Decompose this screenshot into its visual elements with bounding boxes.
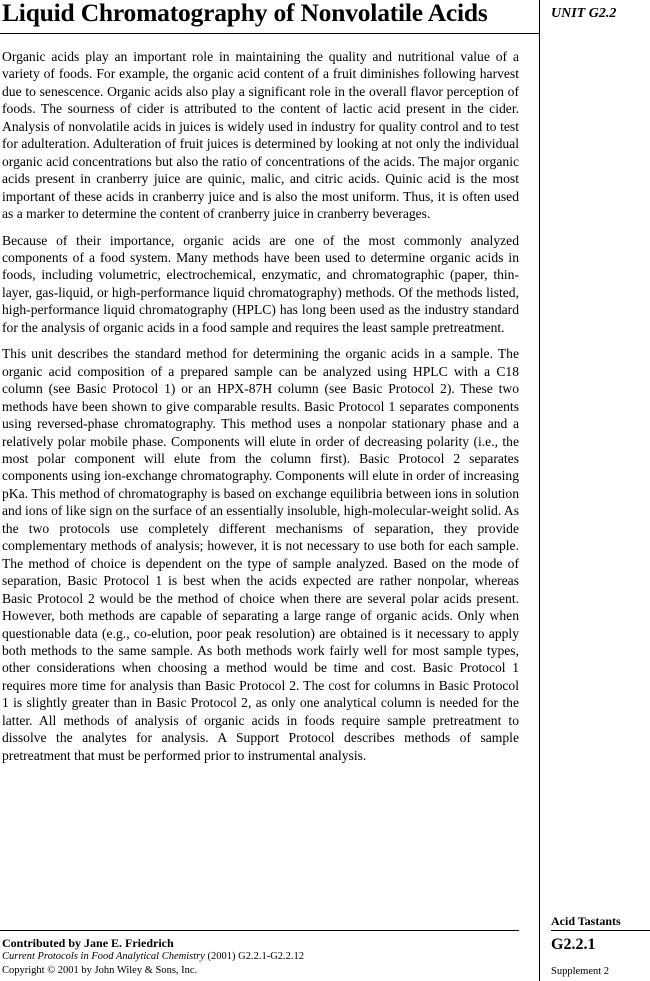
page-number: G2.2.1	[551, 936, 596, 953]
citation-pages: (2001) G2.2.1-G2.2.12	[204, 951, 305, 962]
citation	[2, 951, 304, 962]
page-title: Liquid Chromatography of Nonvolatile Acids	[2, 0, 488, 27]
supplement-label: Supplement 2	[551, 966, 610, 977]
contributor: Contributed by Jane E. Friedrich	[2, 936, 174, 950]
paragraph-2: Because of their importance, organic acids are one of the most commonly analyzed components of a food system. Many methods have been used to determine organic acids in foods, including volumetric, electrochemical, enzymatic, and chromatographic (paper, thin-layer, gas-liquid, or high-performance liquid chromatography) methods. Of the methods listed, high-performance liquid chromatography (HPLC) has long been used as the industry standard for the analysis of organic acids in a food sample and requires the least sample pretreatment.	[2, 232, 519, 335]
journal-title: Current Protocols in Food Analytical Chemistry	[2, 951, 205, 962]
footer-rule	[0, 930, 519, 931]
section-name: Acid Tastants	[551, 914, 621, 928]
vertical-divider	[539, 0, 540, 981]
copyright: Copyright © 2001 by John Wiley & Sons, Inc.	[2, 965, 198, 976]
unit-label: UNIT G2.2	[551, 6, 617, 21]
title-rule	[0, 33, 539, 34]
body-text	[2, 48, 519, 773]
paragraph-3: This unit describes the standard method for determining the organic acids in a sample. The organic acid composition of a prepared sample can be analyzed using HPLC with a C18 column (see Basic Protocol 1) or an HPX-87H column (see Basic Protocol 2). These two methods have been shown to give comparable results. Basic Protocol 1 separates components using reversed-phase chromatography. This method uses a nonpolar stationary phase and a relatively polar mobile phase. Components will elute in order of decreasing polarity (i.e., the most polar component will elute from the column first). Basic Protocol 2 separates components using ion-exchange chromatography. Components will elute in order of increasing pKa. This method of chromatography is based on exchange equilibria between ions in solution and ions of like sign on the surface of an essentially insoluble, high-molecular-weight solid. As the two protocols use completely different mechanisms of separation, they provide complementary methods of analysis; however, it is not necessary to use both for each sample. The method of choice is dependent on the type of sample analyzed. Based on the mode of separation, Basic Protocol 1 is best when the acids expected are rather nonpolar, whereas Basic Protocol 2 would be the method of choice when there are several polar acids present. However, both methods are capable of separating a large range of organic acids. Only when questionable data (e.g., co-elution, poor peak resolution) are obtained is it necessary to apply both methods to the same sample. As both methods work fairly well for most sample types, other considerations when choosing a method would be time and cost. Basic Protocol 1 requires more time for analysis than Basic Protocol 2. The cost for columns in Basic Protocol 1 is slightly greater than in Basic Protocol 2, as only one analytical column is needed for the latter. All methods of analysis of organic acids in foods require sample pretreatment to dissolve the analytes for analysis. A Support Protocol describes methods of sample pretreatment that must be performed prior to instrumental analysis.	[2, 346, 519, 763]
side-footer-rule	[551, 930, 650, 931]
paragraph-1: Organic acids play an important role in maintaining the quality and nutritional value of a variety of foods. For example, the organic acid content of a fruit diminishes following harvest due to senescence. Organic acids also play a significant role in the overall flavor perception of foods. The sourness of cider is attributed to the content of lactic acid present in the cider. Analysis of nonvolatile acids in juices is widely used in industry for quality control and to test for adulteration. Adulteration of fruit juices is determined by looking at not only the individual organic acid concentrations but also the ratio of concentrations of the acids. The major organic acids present in cranberry juice are quinic, malic, and citric acids. Quinic acid is the most important of these acids in cranberry juice and is also the most uniform. Thus, it is often used as a marker to determine the content of cranberry juice in cranberry beverages.	[2, 49, 519, 222]
